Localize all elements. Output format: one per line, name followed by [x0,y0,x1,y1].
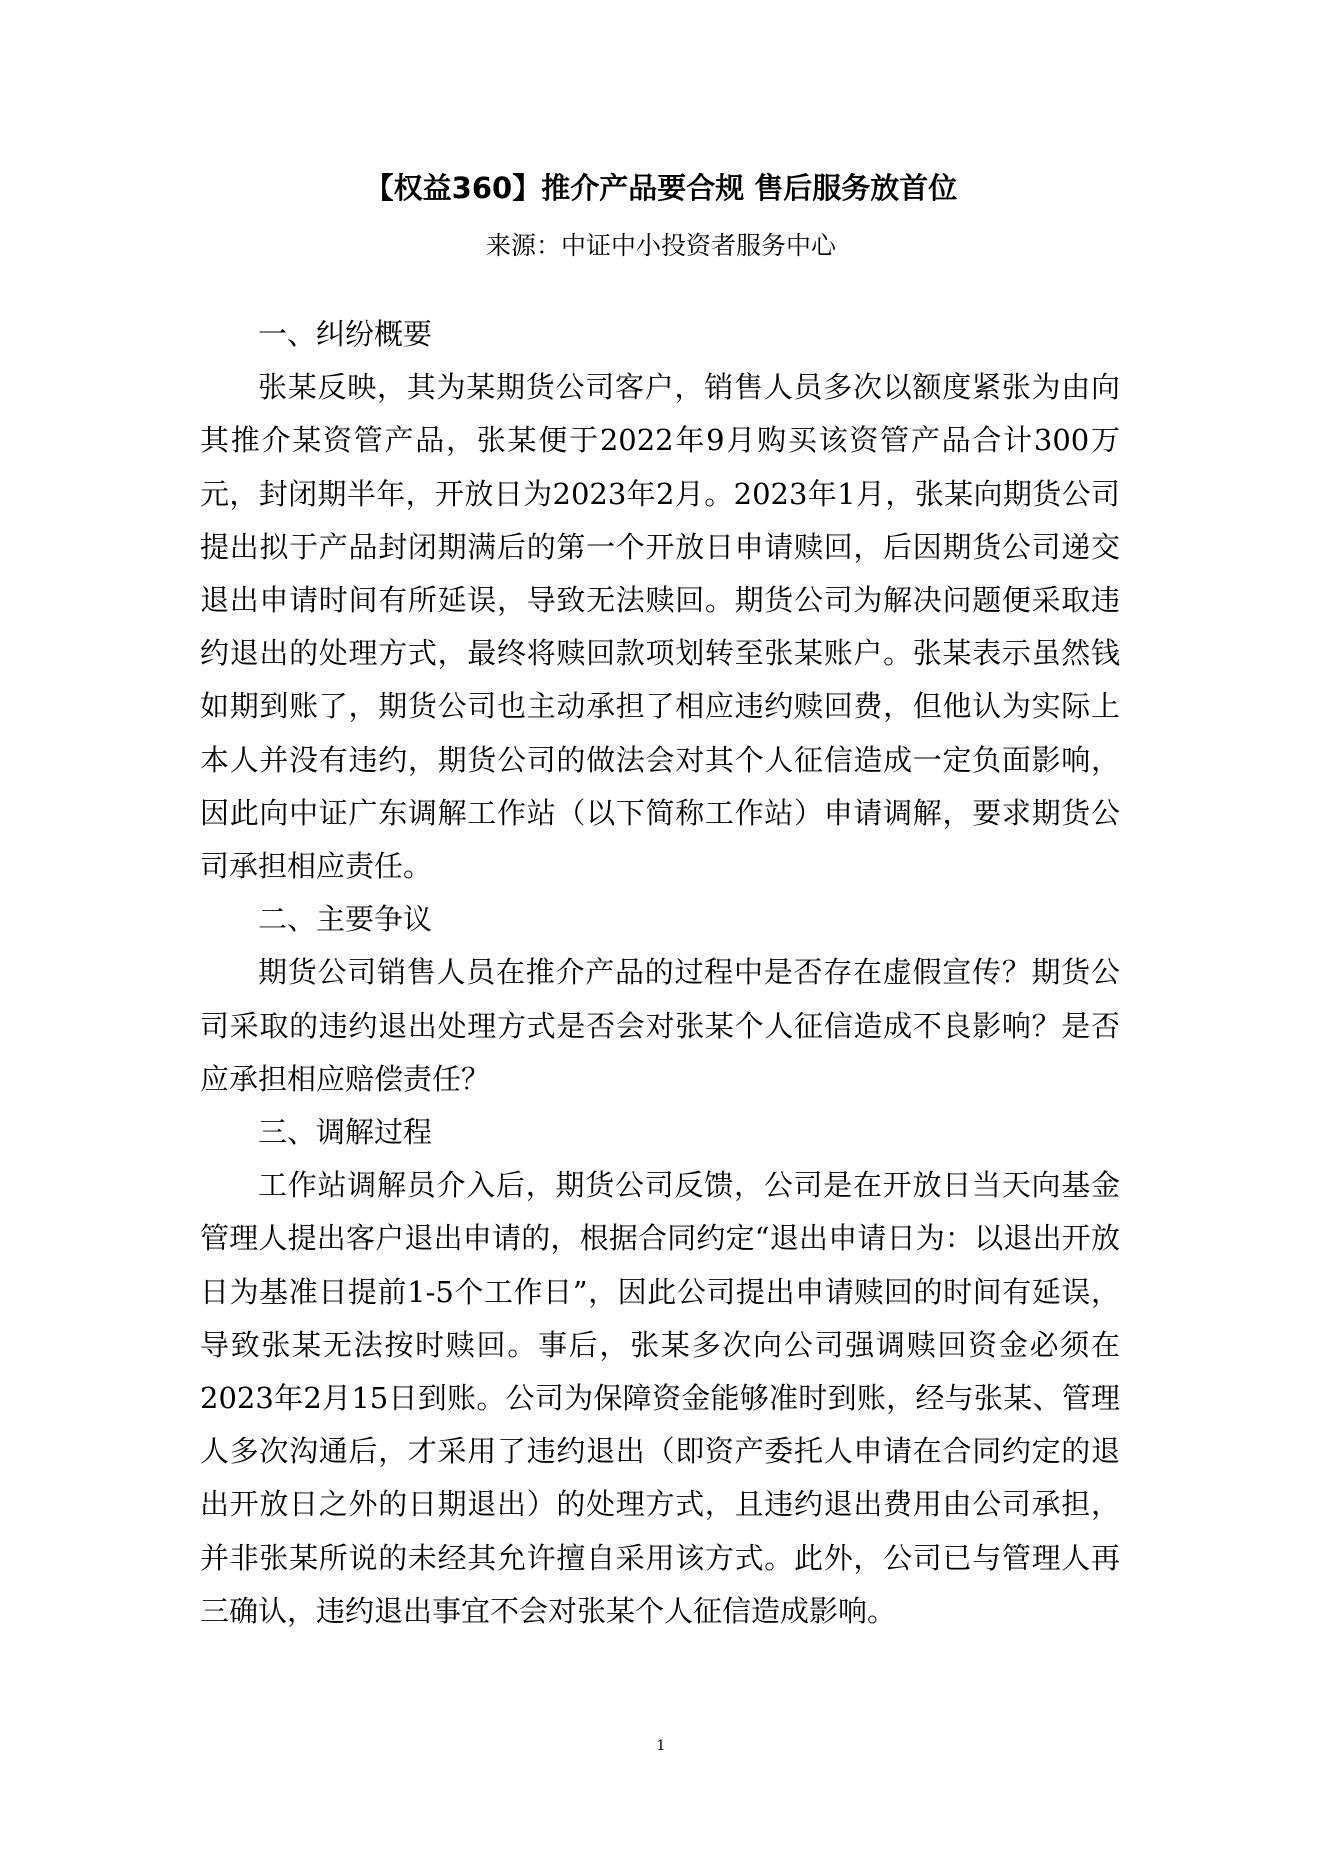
body-paragraph: 工作站调解员介入后，期货公司反馈，公司是在开放日当天向基金管理人提出客户退出申请的，根据合同约定“退出申请日为：以退出开放日为基准日提前1-5个工作日”，因此公司提出申请赎回的时间有延误，导致张某无法按时赎回。事后，张某多次向公司强调赎回资金必须在2023年2月15日到账。公司为保障资金能够准时到账，经与张某、管理人多次沟通后，才采用了违约退出（即资产委托人申请在合同约定的退出开放日之外的日期退出）的处理方式，且违约退出费用由公司承担，并非张某所说的未经其允许擅自采用该方式。此外，公司已与管理人再三确认，违约退出事宜不会对张某个人征信造成影响。 [200,1168,1120,1628]
body-paragraph: 张某反映，其为某期货公司客户，销售人员多次以额度紧张为由向其推介某资管产品，张某便于2022年9月购买该资管产品合计300万元，封闭期半年，开放日为2023年2月。2023年1月，张某向期货公司提出拟于产品封闭期满后的第一个开放日申请赎回，后因期货公司递交退出申请时间有所延误，导致无法赎回。期货公司为解决问题便采取违约退出的处理方式，最终将赎回款项划转至张某账户。张某表示虽然钱如期到账了，期货公司也主动承担了相应违约赎回费，但他认为实际上本人并没有违约，期货公司的做法会对其个人征信造成一定负面影响，因此向中证广东调解工作站（以下简称工作站）申请调解，要求期货公司承担相应责任。 [200,370,1120,884]
section-heading: 一、纠纷概要 [258,317,433,351]
section-heading: 三、调解过程 [258,1115,433,1150]
page-number: 1 [656,1738,666,1754]
document-title: 【权益360】推介产品要合规 售后服务放首位 [364,171,958,205]
document-body [200,308,1120,1638]
section-heading: 二、主要争议 [258,902,433,937]
body-paragraph: 期货公司销售人员在推介产品的过程中是否存在虚假宣传？期货公司采取的违约退出处理方式是否会对张某个人征信造成不良影响？是否应承担相应赔偿责任？ [200,955,1120,1096]
document-source: 来源：中证中小投资者服务中心 [485,231,836,260]
